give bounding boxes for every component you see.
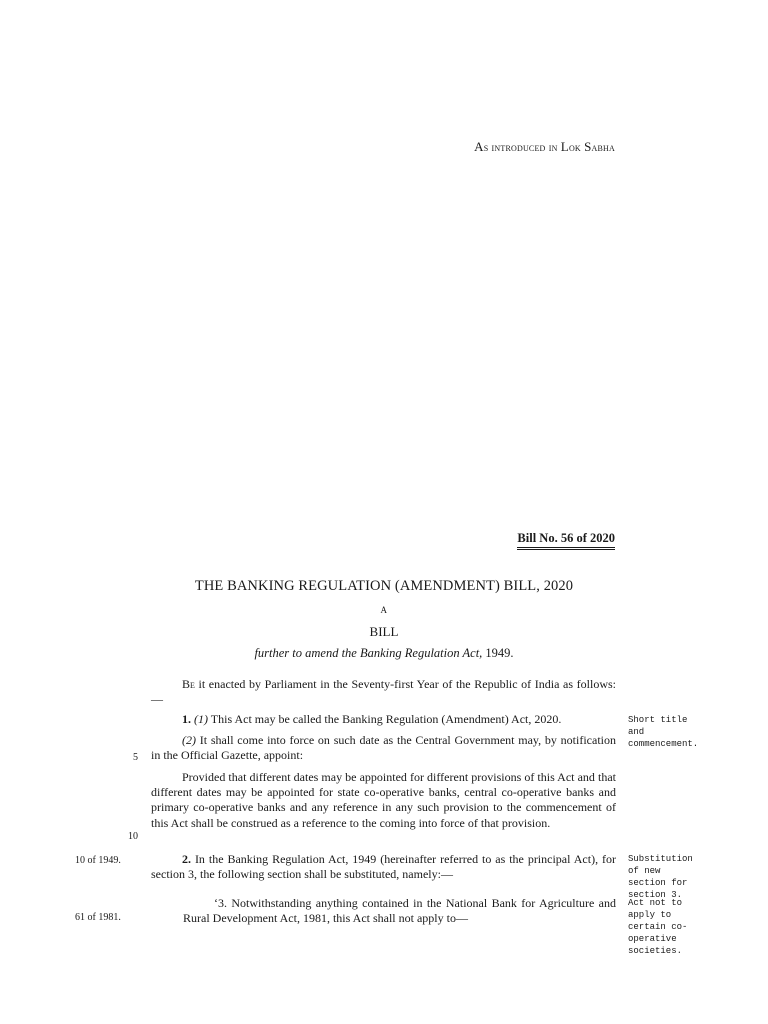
bill-number: Bill No. 56 of 2020 [517, 531, 615, 550]
line-number-5: 5 [133, 752, 138, 763]
proviso: Provided that different dates may be appointed for different provisions of this Act and that different dates may be appointed for state co-operative banks, central co-operative banks and primary co-operative banks and any reference in any such provision to the commencement of this Act shall be construed as a reference to the coming into force of that provision. [151, 770, 616, 830]
section-3-quote: ‘3. Notwithstanding anything contained in the National Bank for Agriculture and Rural Development Act, 1981, this Act shall not apply to— [183, 896, 616, 926]
ref-act-1981: 61 of 1981. [75, 912, 121, 923]
side-note-substitution: Substitution of new section for section 3. [628, 854, 693, 900]
introduction-status: As introduced in Lok Sabha [474, 139, 615, 154]
line-number-10: 10 [128, 831, 138, 842]
article-a: A [380, 605, 388, 615]
bill-word: BILL [369, 624, 399, 639]
section-1-2: (2) It shall come into force on such date as the Central Government may, by notification in the Official Gazette, appoint: [151, 733, 616, 763]
enacting-formula: Be it enacted by Parliament in the Seventy-first Year of the Republic of India as follows:— [151, 677, 616, 707]
section-2: 2. In the Banking Regulation Act, 1949 (hereinafter referred to as the principal Act), for section 3, the following section shall be substituted, namely:— [151, 852, 616, 882]
side-note-short-title: Short title and commencement. [628, 715, 699, 749]
bill-purpose: further to amend the Banking Regulation Act, 1949. [254, 646, 514, 660]
section-1-1: 1. (1) This Act may be called the Banking Regulation (Amendment) Act, 2020. [182, 712, 562, 726]
side-note-not-apply: Act not to apply to certain co-operative societies. [628, 898, 688, 956]
ref-act-1949: 10 of 1949. [75, 855, 121, 866]
bill-title: THE BANKING REGULATION (AMENDMENT) BILL, 2020 [194, 578, 574, 594]
